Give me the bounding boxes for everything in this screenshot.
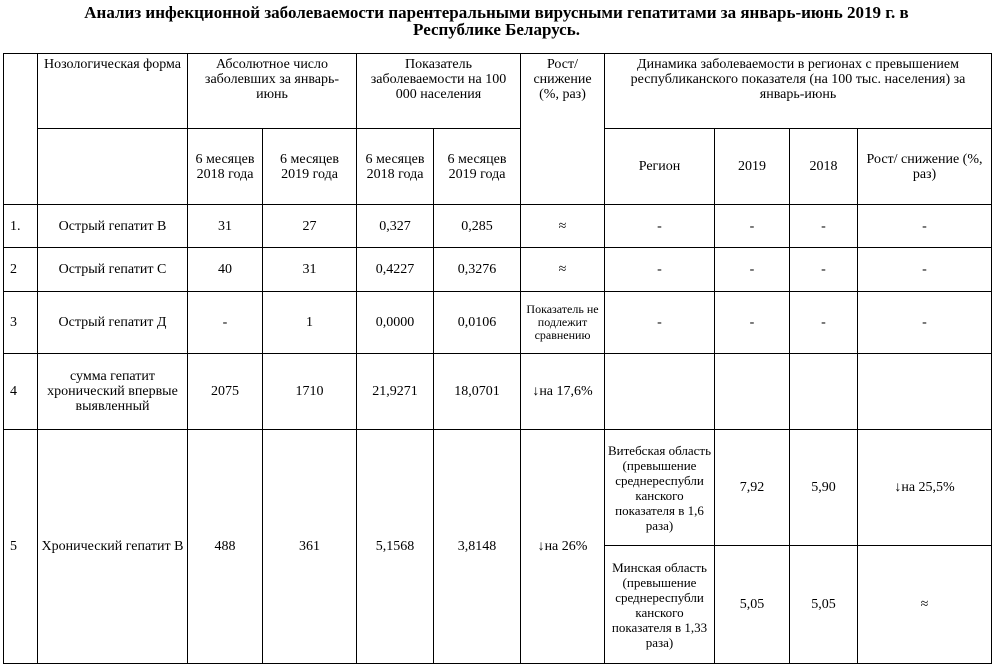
header-row-1: [4, 54, 992, 129]
row-rate-2018: 5,1568: [357, 430, 434, 664]
header-row-2: [4, 129, 992, 205]
row-abs-2019: 1710: [263, 354, 357, 430]
row-region-2019: -: [715, 205, 790, 248]
row-region-2019: 5,05: [715, 546, 790, 664]
header-abs-2018: 6 месяцев 2018 года: [188, 129, 263, 205]
row-rate-2018: 0,4227: [357, 248, 434, 292]
row-region: -: [605, 248, 715, 292]
row-region-2018: 5,05: [790, 546, 858, 664]
row-form: Хронический гепатит В: [38, 430, 188, 664]
title-line-2: Республике Беларусь.: [413, 20, 580, 39]
row-region-2018: 5,90: [790, 430, 858, 546]
row-rate-2018: 0,0000: [357, 292, 434, 354]
header-absolute: Абсолютное число заболевших за январь-июнь: [188, 54, 357, 129]
header-growth: Рост/ снижение (%, раз): [521, 54, 605, 205]
row-abs-2019: 1: [263, 292, 357, 354]
row-region: -: [605, 205, 715, 248]
header-form: Нозологическая форма: [38, 54, 188, 129]
header-year-2019: 2019: [715, 129, 790, 205]
row-region-2018: -: [790, 292, 858, 354]
table-row: [4, 205, 992, 248]
table-row: [4, 430, 992, 546]
row-region-growth: -: [858, 248, 992, 292]
table-row: [4, 354, 992, 430]
row-abs-2018: 40: [188, 248, 263, 292]
row-region-growth: ≈: [858, 546, 992, 664]
header-dynamics: Динамика заболеваемости в регионах с превышением республиканского показателя (на 100 тыс. населения) за январь-июнь: [605, 54, 992, 129]
header-rate: Показатель заболеваемости на 100 000 населения: [357, 54, 521, 129]
row-growth: ↓на 17,6%: [521, 354, 605, 430]
row-abs-2019: 361: [263, 430, 357, 664]
row-region-2019: -: [715, 248, 790, 292]
row-region-2019: -: [715, 292, 790, 354]
row-growth: ↓на 26%: [521, 430, 605, 664]
row-form: Острый гепатит Д: [38, 292, 188, 354]
row-region-2018: [790, 354, 858, 430]
row-region-2018: -: [790, 248, 858, 292]
row-growth: ≈: [521, 248, 605, 292]
header-growth-2: Рост/ снижение (%, раз): [858, 129, 992, 205]
header-form-empty: [38, 129, 188, 205]
row-abs-2018: 2075: [188, 354, 263, 430]
row-rate-2019: 0,3276: [434, 248, 521, 292]
header-rate-2018: 6 месяцев 2018 года: [357, 129, 434, 205]
row-form: сумма гепатит хронический впервые выявленный: [38, 354, 188, 430]
row-region-2019: [715, 354, 790, 430]
row-rate-2019: 18,0701: [434, 354, 521, 430]
row-number: 3: [4, 292, 38, 354]
row-rate-2018: 0,327: [357, 205, 434, 248]
row-region-growth: -: [858, 205, 992, 248]
row-growth: ≈: [521, 205, 605, 248]
table-row: [4, 292, 992, 354]
row-rate-2019: 3,8148: [434, 430, 521, 664]
row-region-2019: 7,92: [715, 430, 790, 546]
header-num-cell: [4, 54, 38, 205]
row-region-growth: [858, 354, 992, 430]
header-abs-2019: 6 месяцев 2019 года: [263, 129, 357, 205]
document-title: [0, 4, 993, 38]
hepatitis-table: [3, 53, 992, 664]
row-rate-2019: 0,0106: [434, 292, 521, 354]
header-region: Регион: [605, 129, 715, 205]
row-form: Острый гепатит В: [38, 205, 188, 248]
header-year-2018: 2018: [790, 129, 858, 205]
row-number: 2: [4, 248, 38, 292]
row-number: 4: [4, 354, 38, 430]
row-form: Острый гепатит С: [38, 248, 188, 292]
row-growth: Показатель не подлежит сравнению: [521, 292, 605, 354]
table-row: [4, 248, 992, 292]
row-abs-2019: 31: [263, 248, 357, 292]
row-region-2018: -: [790, 205, 858, 248]
row-abs-2018: 31: [188, 205, 263, 248]
row-region: [605, 354, 715, 430]
row-abs-2019: 27: [263, 205, 357, 248]
row-rate-2018: 21,9271: [357, 354, 434, 430]
row-region-growth: -: [858, 292, 992, 354]
row-abs-2018: 488: [188, 430, 263, 664]
row-region: Витебская область (превышение среднереспубли канского показателя в 1,6 раза): [605, 430, 715, 546]
row-region: -: [605, 292, 715, 354]
row-number: 1.: [4, 205, 38, 248]
row-region: Минская область (превышение среднереспубли канского показателя в 1,33 раза): [605, 546, 715, 664]
row-region-growth: ↓на 25,5%: [858, 430, 992, 546]
header-rate-2019: 6 месяцев 2019 года: [434, 129, 521, 205]
row-rate-2019: 0,285: [434, 205, 521, 248]
row-number: 5: [4, 430, 38, 664]
title-line-1: Анализ инфекционной заболеваемости парентеральными вирусными гепатитами за январь-июнь 2019 г. в: [84, 3, 909, 22]
row-abs-2018: -: [188, 292, 263, 354]
